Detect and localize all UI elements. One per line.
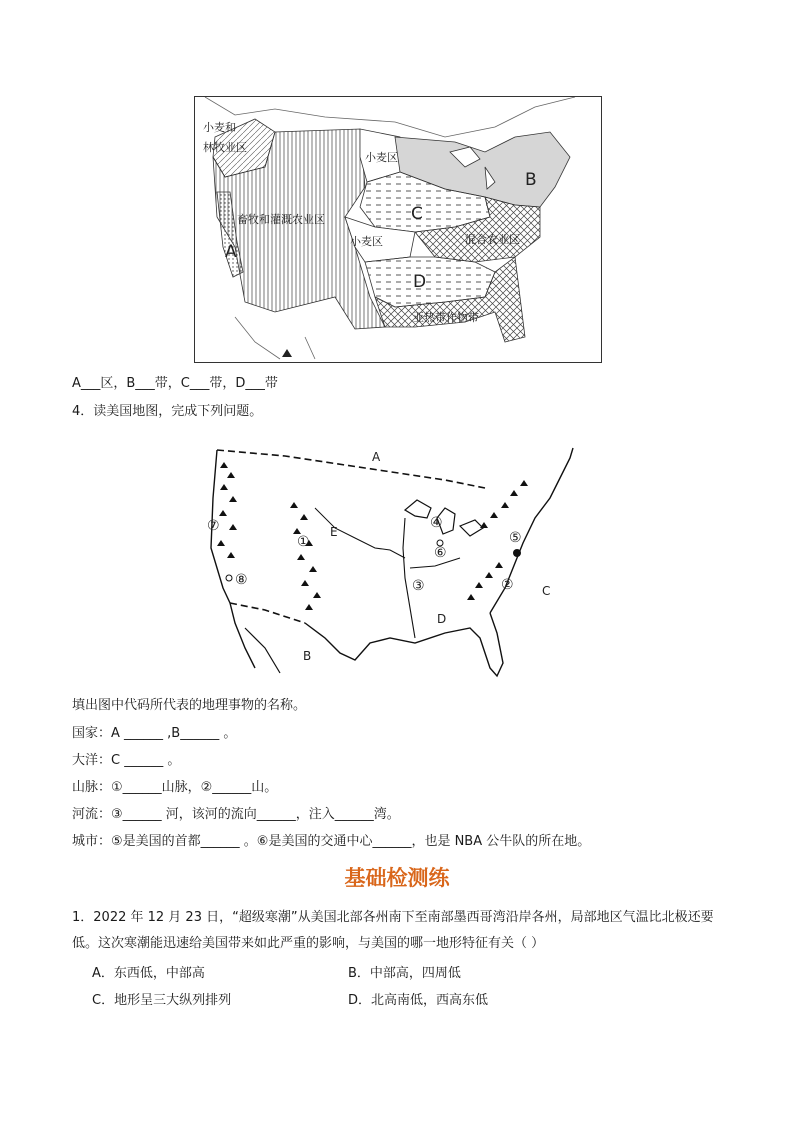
map2-label-4: ④ <box>430 515 443 531</box>
map2-label-2: ② <box>501 577 514 593</box>
fill-line-river: 河流：③______ 河，该河的流向______，注入______湾。 <box>72 807 400 822</box>
agriculture-region-map <box>194 96 602 363</box>
mexico-coast-line <box>235 317 315 359</box>
map2-label-E: E <box>330 525 338 539</box>
missouri-river-line <box>315 508 405 558</box>
map2-label-6: ⑥ <box>434 545 447 561</box>
map2-label-C: C <box>542 584 551 598</box>
option-A[interactable]: A．东西低，中部高 <box>92 966 205 981</box>
label-C: C <box>411 204 423 224</box>
map2-label-D: D <box>437 612 447 626</box>
label-D: D <box>413 272 427 292</box>
map2-label-5: ⑤ <box>509 530 522 546</box>
option-D[interactable]: D．北高南低，西高东低 <box>348 993 489 1008</box>
baja-outline <box>245 628 280 673</box>
fill-line-mountain: 山脉：①______山脉，②______山。 <box>72 780 278 795</box>
agriculture-map-svg <box>195 97 601 362</box>
usa-map-svg <box>205 438 580 680</box>
question-1-stem: 1．2022 年 12 月 23 日，“超级寒潮”从美国北部各州南下至南部墨西哥湾沿岸各州，局部地区气温比北极还要低。这次寒潮能迅速给美国带来如此严重的影响，与美国的哪一地形特征有关（ ） <box>72 910 714 951</box>
city-dot-5 <box>513 549 521 557</box>
label-B: B <box>525 170 537 190</box>
rocky-mountains-icon <box>290 502 321 610</box>
label-wheat-forest: 小麦和 <box>203 121 236 134</box>
label-livestock: 畜牧和灌溉农业区 <box>237 213 325 226</box>
label-wheat-north: 小麦区 <box>365 151 398 164</box>
label-mixed: 混合农业区 <box>465 233 520 246</box>
label-subtropical: 亚热带作物带 <box>413 311 479 324</box>
map2-label-7: ⑦ <box>207 518 220 534</box>
section-title: 基础检测练 <box>344 865 450 890</box>
great-lakes-outline <box>405 500 483 536</box>
fill-line-country: 国家：A ______ ,B______ 。 <box>72 726 237 741</box>
label-wheat-forest-2: 林牧业区 <box>203 141 247 154</box>
map2-label-3: ③ <box>412 578 425 594</box>
map2-label-1: ① <box>297 534 310 550</box>
map2-label-B: B <box>303 649 312 663</box>
northern-border-line <box>217 450 485 488</box>
fill-instructions: 填出图中代码所代表的地理事物的名称。 <box>72 698 307 713</box>
map1-answer-line: A___区，B___带，C___带，D___带 <box>72 376 278 391</box>
fill-line-city: 城市：⑤是美国的首都______ 。⑥是美国的交通中心______，也是 NBA 公牛队的所在地。 <box>72 834 591 849</box>
west-coast-line <box>211 450 255 668</box>
city-dot-8 <box>226 575 232 581</box>
option-C[interactable]: C．地形呈三大纵列排列 <box>92 993 232 1008</box>
label-A: A <box>225 242 237 262</box>
label-wheat-central: 小麦区 <box>350 235 383 248</box>
fill-line-ocean: 大洋：C ______ 。 <box>72 753 181 768</box>
southern-border-line <box>230 603 305 623</box>
triangle-marker-icon <box>282 349 292 357</box>
map2-label-A: A <box>372 450 381 464</box>
gulf-coast-line <box>305 613 503 676</box>
map2-label-8: ⑧ <box>235 572 248 588</box>
question-4-title: 4．读美国地图，完成下列问题。 <box>72 404 263 419</box>
usa-outline-map <box>205 438 580 680</box>
option-B[interactable]: B．中部高，四周低 <box>348 966 461 981</box>
coastal-mountains-icon <box>217 462 237 558</box>
